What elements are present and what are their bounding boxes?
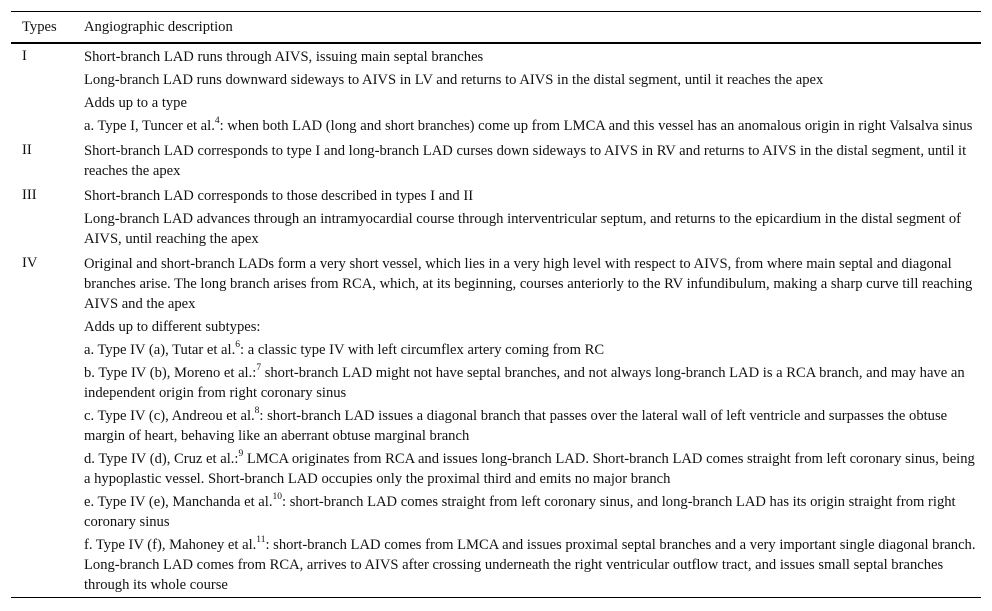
line-text: f. Type IV (f), Mahoney et al.: [84, 537, 257, 553]
line-text: e. Type IV (e), Manchanda et al.: [84, 494, 273, 510]
line-text: Short-branch LAD corresponds to type I and long-branch LAD curses down sideways to AIVS in RV and returns to AIVS in the distal segment, until it reaches the apex: [84, 143, 967, 179]
table-row: [11, 251, 981, 597]
line-text-continued: short-branch LAD might not have septal branches, and not always long-branch LAD is a RCA branch, and may have an independent origin from right coronary sinus: [84, 365, 965, 401]
line-text: c. Type IV (c), Andreou et al.: [84, 408, 255, 424]
description-line: [84, 316, 981, 338]
line-text: a. Type I, Tuncer et al.: [84, 118, 215, 134]
description-line: [84, 140, 981, 182]
line-text: Original and short-branch LADs form a very short vessel, which lies in a very high level with respect to AIVS, from where main septal and diagonal branches arise. The long branch arises from RCA, which, at its beginning, courses anteriorly to the RV infundibulum, making a sharp curve till reaching AIVS and the apex: [84, 256, 973, 312]
table-row: [11, 183, 981, 251]
line-text: Adds up to a type: [84, 95, 187, 111]
line-text-continued: : a classic type IV with left circumflex artery coming from RC: [240, 342, 605, 358]
header-types: Types: [22, 19, 57, 35]
reference-superscript: 11: [256, 535, 266, 546]
line-text: Long-branch LAD runs downward sideways to AIVS in LV and returns to AIVS in the distal segment, until it reaches the apex: [84, 72, 824, 88]
line-text-continued: : short-branch LAD comes straight from left coronary sinus, and long-branch LAD has its origin straight from right coronary sinus: [84, 494, 956, 530]
line-text: a. Type IV (a), Tutar et al.: [84, 342, 236, 358]
description-cell: [84, 44, 981, 138]
description-line: [84, 208, 981, 250]
type-cell: III: [22, 187, 37, 203]
type-cell: I: [22, 48, 27, 64]
description-line: [84, 115, 981, 137]
description-line: [84, 46, 981, 68]
description-line: [84, 534, 981, 596]
description-line: [84, 69, 981, 91]
reference-superscript: 10: [272, 492, 282, 503]
description-cell: [84, 183, 981, 251]
description-line: [84, 185, 981, 207]
type-cell: II: [22, 142, 32, 158]
line-text: Adds up to different subtypes:: [84, 319, 261, 335]
description-line: [84, 253, 981, 315]
line-text: d. Type IV (d), Cruz et al.:: [84, 451, 239, 467]
description-line: [84, 491, 981, 533]
reference-superscript: 8: [254, 406, 260, 417]
line-text: Short-branch LAD corresponds to those described in types I and II: [84, 188, 474, 204]
line-text: Short-branch LAD runs through AIVS, issuing main septal branches: [84, 49, 484, 65]
header-description: Angiographic description: [84, 19, 233, 35]
description-line: [84, 405, 981, 447]
table-header: [11, 12, 981, 42]
bottom-rule: [11, 597, 981, 598]
table-row: [11, 44, 981, 138]
line-text: b. Type IV (b), Moreno et al.:: [84, 365, 257, 381]
reference-superscript: 4: [214, 116, 220, 127]
reference-superscript: 7: [256, 363, 262, 374]
description-line: [84, 92, 981, 114]
reference-superscript: 6: [235, 340, 240, 351]
description-line: [84, 448, 981, 490]
table-body: [11, 44, 981, 597]
line-text-continued: : short-branch LAD issues a diagonal branch that passes over the lateral wall of left ventricle and surpasses the obtuse margin of heart, behaving like an aberrant obtuse marginal branch: [84, 408, 948, 444]
description-line: [84, 339, 981, 361]
line-text-continued: : short-branch LAD comes from LMCA and issues proximal septal branches and a very important single diagonal branch. Long-branch LAD comes from RCA, arrives to AIVS after crossing underneath the right ventricular outflow tract, and issues small septal branches through its whole course: [84, 537, 976, 593]
description-cell: [84, 138, 981, 183]
line-text-continued: : when both LAD (long and short branches) come up from LMCA and this vessel has an anomalous origin in right Valsalva sinus: [219, 118, 973, 134]
reference-superscript: 9: [238, 449, 244, 460]
description-cell: [84, 251, 981, 597]
table-row: [11, 138, 981, 183]
classification-table: [11, 11, 981, 598]
description-line: [84, 362, 981, 404]
type-cell: IV: [22, 255, 38, 271]
line-text-continued: LMCA originates from RCA and issues long-branch LAD. Short-branch LAD comes straight from left coronary sinus, being a hypoplastic vessel. Short-branch LAD occupies only the proximal third and emits no major branch: [84, 451, 975, 487]
line-text: Long-branch LAD advances through an intramyocardial course through interventricular septum, and returns to the epicardium in the distal segment of AIVS, until reaching the apex: [84, 211, 961, 247]
